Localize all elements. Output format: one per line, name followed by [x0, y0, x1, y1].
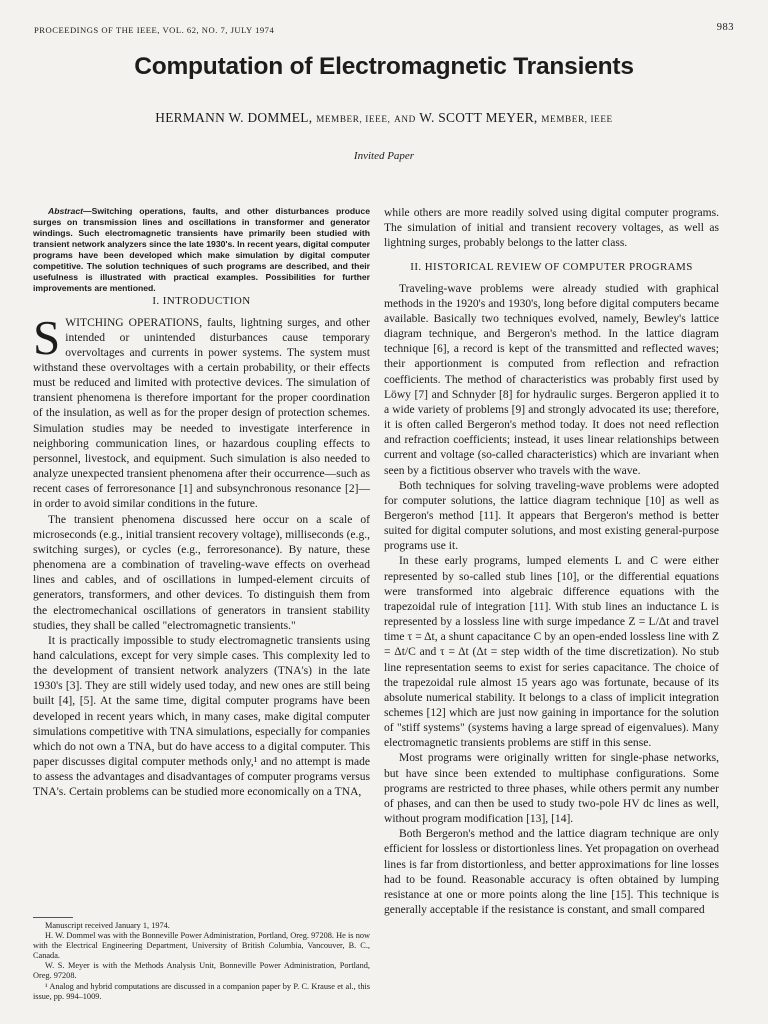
- footnotes: [33, 917, 370, 1002]
- intro-paragraph-1-wrap: [33, 309, 370, 513]
- footnote-1: ¹ Analog and hybrid computations are discussed in a companion paper by P. C. Krause et al., this issue, pp. 994–1009.: [33, 981, 370, 1001]
- abstract: [33, 206, 370, 294]
- left-column: [33, 206, 370, 801]
- history-paragraph-1: Traveling-wave problems were already studied with graphical methods in the 1920's and 1930's, long before digital computers became available. Basically two techniques evolved, namely, Bewley's lattice diagram technique, and Bergeron's method. In the lattice diagram technique [6], a record is kept of the transmitted and reflected waves; their apportionment is computed from reflection and refraction coefficients. The method of characteristics was probably first used by Löwy [7] and Schnyder [8] for hydraulic surges. Bergeron applied it to a wide variety of problems [9] and strongly advocated its use; therefore, it is often called Bergeron's method today. It does not need reflection and refraction coefficients; instead, it uses linear relationships between current and voltage (so-called characteristics) which are invariant when seen by a fictitious observer who travels with the wave.: [384, 282, 719, 477]
- history-paragraph-4: Most programs were originally written for single-phase networks, but have since been extended to multiphase configurations. Some programs are restricted to three phases, while others permit any number of phases, and can then be used to study two-pole HV dc lines as well, without program modification [13], [14].: [384, 752, 719, 826]
- footnote-meyer: W. S. Meyer is with the Methods Analysis Unit, Bonneville Power Administration, Portland, Oreg. 97208.: [33, 961, 370, 981]
- author-1-role: MEMBER, IEEE,: [316, 114, 391, 124]
- right-column: [384, 206, 719, 918]
- intro-paragraph-1: WITCHING OPERATIONS, faults, lightning surges, and other intended or unintended disturbances cause temporary overvoltages and currents in power systems. The system must withstand these overvoltages with a certain probability, or their effects must be reduced and limited with protective devices. The simulation of transient phenomena is therefore important for the proper coordination of the insulation, as well as for the proper design of protection schemes. Simulation studies may be needed to investigate interference in neighboring communication lines, or hazardous coupling effects to personnel, livestock, and equipment. Such simulation is also needed to analyze unexpected transient phenomena after their occurrence—such as recent cases of ferroresonance [1] and subsynchronous resonance [2]—in order to avoid similar conditions in the future.: [33, 316, 370, 511]
- section-2-heading: II. HISTORICAL REVIEW OF COMPUTER PROGRAMS: [410, 261, 693, 274]
- drop-cap: S: [33, 309, 61, 365]
- footnote-rule: [33, 917, 73, 918]
- intro-paragraph-2: The transient phenomena discussed here occur on a scale of microseconds (e.g., initial transient recovery voltage), milliseconds (e.g., switching surges), or cycles (e.g., ferroresonance). By nature, these phenomena are a combination of traveling-wave effects on overhead lines and cables, and of oscillations in lumped-element circuits of generators, transformers, and other devices. To distinguish them from the electromechanical oscillations of generators in transient stability studies, they shall be called "electromagnetic transients.": [33, 513, 370, 632]
- author-2-name: W. SCOTT MEYER,: [419, 110, 538, 125]
- history-paragraph-3: In these early programs, lumped elements L and C were either represented by so-called stub lines [10], or the differential equations were transformed into algebraic difference equations with the trapezoidal rule of integration [11]. With stub lines an inductance L is represented by a lossless line with surge impedance Z = L/Δt and travel time τ = Δt, a shunt capacitance C by an open-ended lossless line with Z = Δt/C and τ = Δt (Δt = step width of the time discretization). No stub line representation seems to exist for series capacitance. The choice of the trapezoidal rule almost 15 years ago was fortunate, because of its absolute numerical stability. It belongs to a class of implicit integration schemes [12] which are just now gaining in importance for the solution of "stiff systems" (systems having a large spread of eigenvalues). Many electromagnetic transients problems are stiff in this sense.: [384, 555, 719, 750]
- author-2-role: MEMBER, IEEE: [541, 114, 613, 124]
- footnote-dommel: H. W. Dommel was with the Bonneville Power Administration, Portland, Oreg. 97208. He is now with the Electrical Engineering Department, University of British Columbia, Vancouver, B. C., Canada.: [33, 931, 370, 961]
- paper-title: Computation of Electromagnetic Transients: [134, 53, 634, 80]
- author-line: [0, 110, 768, 126]
- history-paragraph-5: Both Bergeron's method and the lattice diagram technique are only efficient for lossless or distortionless lines. Yet propagation on overhead lines is far from distortionless, and better approximations for line losses had to be found. Reasonable accuracy is often obtained by lumping resistance at one or more points along the line [15]. This technique is generally acceptable if the resistance is constant, and small compared: [384, 828, 719, 917]
- page-number: 983: [716, 22, 734, 33]
- author-conjunction: AND: [394, 114, 416, 124]
- journal-citation: PROCEEDINGS OF THE IEEE, VOL. 62, NO. 7, JULY 1974: [34, 25, 275, 35]
- running-head: [34, 20, 734, 36]
- intro-paragraph-3: It is practically impossible to study electromagnetic transients using hand calculations, except for very simple cases. This complexity led to the development of transient network analyzers (TNA's) in the late 1930's [3]. They are still widely used today, and new ones are still being built [4], [5]. At the same time, digital computer programs have been developed in recent years which, in many cases, make digital computer simulations competitive with TNA simulations, especially for companies which do not own a TNA, but do have access to a digital computer. This paper discusses digital computer methods only,¹ and no attempt is made to assess the advantages and disadvantages of computer programs versus TNA's. Certain problems can be studied more economically on a TNA,: [33, 634, 370, 799]
- continuation-paragraph: while others are more readily solved using digital computer programs. The simulation of initial and transient recovery voltages, as well as lightning surges, probably belongs to the latter class.: [384, 207, 719, 250]
- author-1-name: HERMANN W. DOMMEL,: [155, 110, 313, 125]
- abstract-lead: Abstract: [48, 206, 83, 216]
- footnote-received: Manuscript received January 1, 1974.: [45, 921, 170, 930]
- paper-type-label: Invited Paper: [353, 150, 415, 162]
- abstract-text: —Switching operations, faults, and other disturbances produce surges on transmission lines and oscillations in transformer and generator windings. Such electromagnetic transients have primarily been studied with transient network analyzers since the late 1930's. In recent years, digital computer programs have been developed which make simulation by digital computer competitive. The solution techniques of such programs are described, and their usefulness is illustrated with practical examples. Possibilities for further improvements are mentioned.: [33, 206, 370, 294]
- history-paragraph-2: Both techniques for solving traveling-wave problems were adopted for computer solutions, the lattice diagram technique [10] as well as Bergeron's method [11]. It appears that Bergeron's method is better suited for digital computer solutions, and most existing general-purpose programs use it.: [384, 479, 719, 553]
- section-1-heading: I. INTRODUCTION: [152, 295, 251, 308]
